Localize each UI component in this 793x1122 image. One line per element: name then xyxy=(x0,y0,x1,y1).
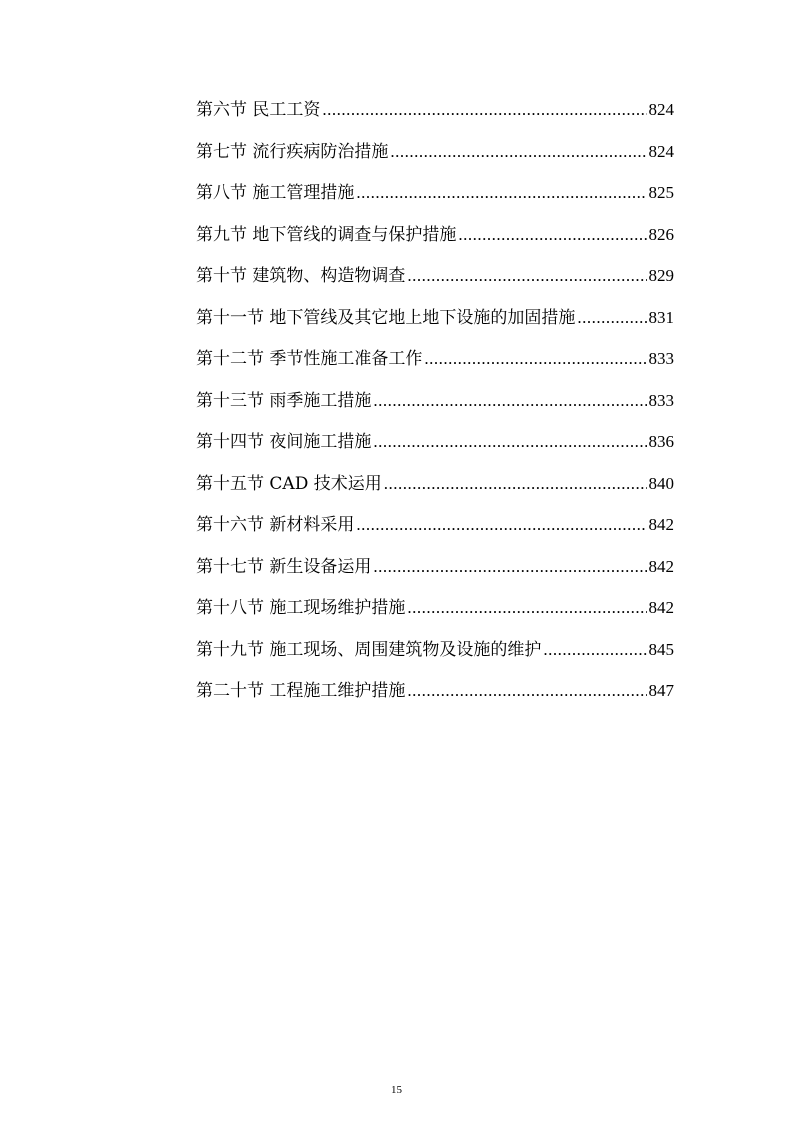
toc-leader-dots xyxy=(458,221,646,249)
toc-leader-dots xyxy=(373,553,646,581)
toc-entry-page: 840 xyxy=(648,473,674,493)
toc-entry[interactable] xyxy=(196,553,674,595)
toc-leader-dots xyxy=(356,179,646,207)
toc-entry[interactable] xyxy=(196,221,674,263)
toc-entry-title: 第八节 施工管理措施 xyxy=(196,183,355,203)
toc-entry[interactable] xyxy=(196,594,674,636)
toc-entry[interactable] xyxy=(196,179,674,221)
toc-entry[interactable] xyxy=(196,304,674,346)
toc-entry-page: 847 xyxy=(648,681,674,700)
toc-entry-title: 第十八节 施工现场维护措施 xyxy=(196,598,406,618)
toc-entry-page: 836 xyxy=(648,432,674,451)
toc-entry-page: 833 xyxy=(648,390,674,410)
toc-entry-page: 845 xyxy=(648,639,674,659)
toc-leader-dots xyxy=(407,262,646,290)
toc-entry-title: 第十六节 新材料采用 xyxy=(196,515,355,535)
toc-entry-title: 第十二节 季节性施工准备工作 xyxy=(196,349,423,369)
toc-entry-title: 第十一节 地下管线及其它地上地下设施的加固措施 xyxy=(196,307,576,328)
page-number: 15 xyxy=(391,1084,402,1096)
table-of-contents xyxy=(196,96,674,719)
toc-leader-dots xyxy=(373,428,646,456)
toc-entry-title: 第九节 地下管线的调查与保护措施 xyxy=(196,224,457,245)
toc-leader-dots xyxy=(407,594,646,622)
toc-entry[interactable] xyxy=(196,636,674,678)
toc-entry-title: 第七节 流行疾病防治措施 xyxy=(196,141,389,162)
toc-entry-title: 第十九节 施工现场、周围建筑物及设施的维护 xyxy=(196,639,542,660)
toc-leader-dots xyxy=(322,96,646,124)
toc-entry[interactable] xyxy=(196,262,674,304)
toc-leader-dots xyxy=(373,387,646,415)
toc-entry[interactable] xyxy=(196,387,674,429)
toc-entry-title: 第十节 建筑物、构造物调查 xyxy=(196,266,406,286)
toc-entry-page: 825 xyxy=(648,183,674,202)
toc-leader-dots xyxy=(424,345,646,373)
toc-entry-page: 842 xyxy=(648,598,674,617)
toc-entry[interactable] xyxy=(196,96,674,138)
toc-leader-dots xyxy=(577,304,646,332)
toc-entry[interactable] xyxy=(196,511,674,553)
toc-entry-page: 833 xyxy=(648,349,674,368)
toc-entry-title: 第六节 民工工资 xyxy=(196,100,321,120)
toc-leader-dots xyxy=(384,470,647,498)
toc-entry-page: 831 xyxy=(648,307,674,327)
toc-entry-page: 829 xyxy=(648,266,674,285)
toc-entry-page: 824 xyxy=(648,141,674,161)
toc-leader-dots xyxy=(390,138,646,166)
toc-entry[interactable] xyxy=(196,138,674,180)
toc-entry-title: 第二十节 工程施工维护措施 xyxy=(196,681,406,701)
toc-leader-dots xyxy=(543,636,646,664)
toc-entry[interactable] xyxy=(196,428,674,470)
toc-entry-page: 826 xyxy=(648,224,674,244)
toc-entry-title: 第十四节 夜间施工措施 xyxy=(196,432,372,452)
toc-entry[interactable] xyxy=(196,677,674,719)
toc-entry[interactable] xyxy=(196,345,674,387)
toc-entry-title: 第十五节 CAD 技术运用 xyxy=(196,473,382,494)
toc-entry[interactable] xyxy=(196,470,674,512)
toc-entry-page: 842 xyxy=(648,515,674,534)
toc-entry-page: 842 xyxy=(648,556,674,576)
toc-entry-page: 824 xyxy=(648,100,674,119)
toc-leader-dots xyxy=(356,511,646,539)
toc-entry-title: 第十三节 雨季施工措施 xyxy=(196,390,372,411)
toc-leader-dots xyxy=(407,677,646,705)
toc-entry-title: 第十七节 新生设备运用 xyxy=(196,556,372,577)
